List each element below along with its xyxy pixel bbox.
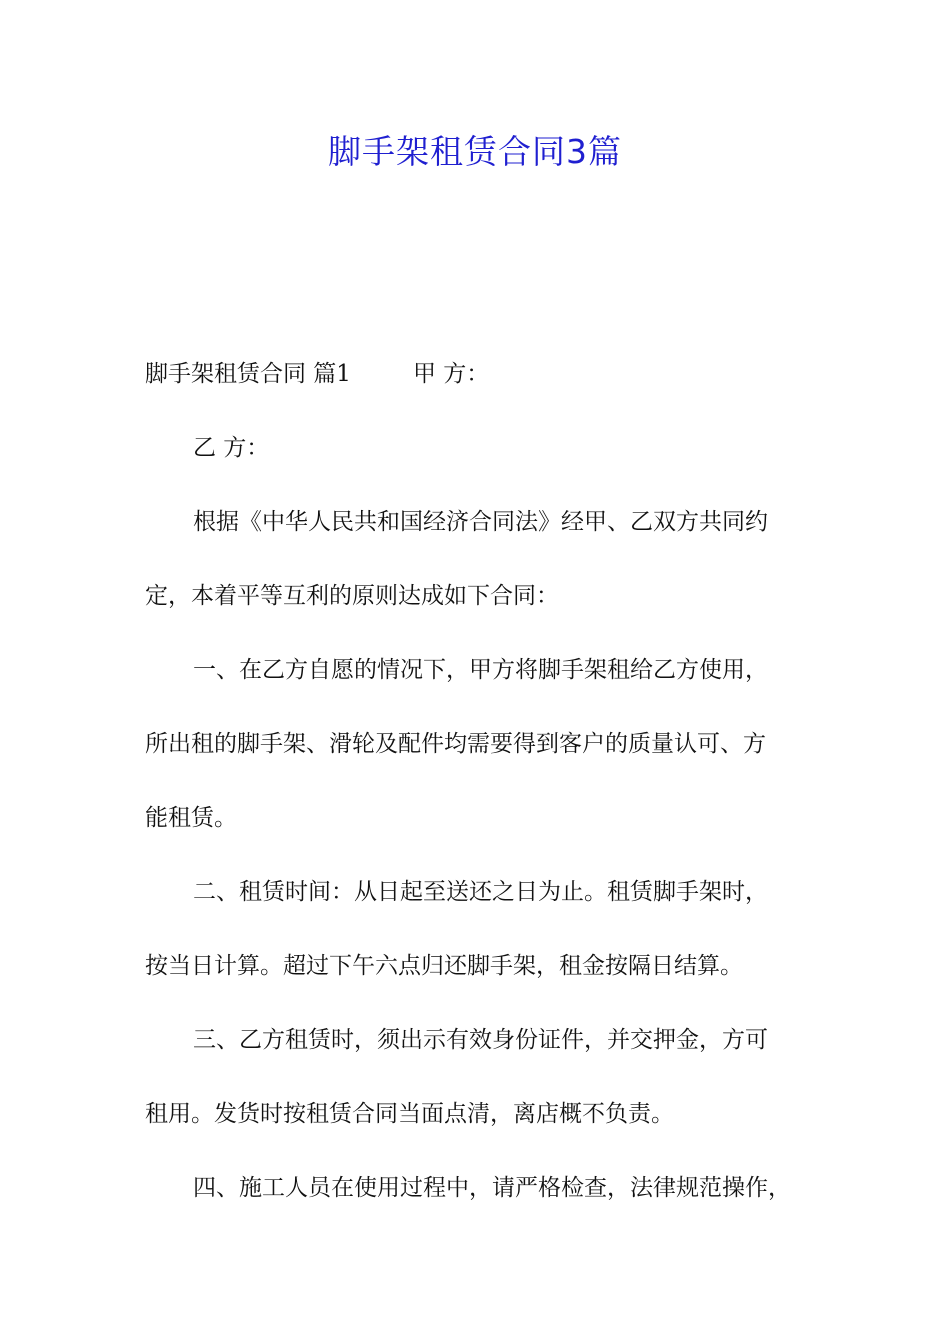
- document-title: 脚手架租赁合同3篇: [328, 132, 622, 171]
- paragraph-line: 四、施工人员在使用过程中，请严格检查，法律规范操作，: [193, 1175, 791, 1201]
- section-label: 脚手架租赁合同 篇1: [145, 361, 351, 387]
- party-a-label: 甲 方：: [412, 361, 490, 387]
- paragraph-line: 根据《中华人民共和国经济合同法》经甲、乙双方共同约: [193, 509, 768, 535]
- paragraph-line: 租用。发货时按租赁合同当面点清，离店概不负责。: [145, 1101, 674, 1127]
- paragraph-line: 所出租的脚手架、滑轮及配件均需要得到客户的质量认可、方: [145, 731, 766, 757]
- section-heading-line: [145, 337, 807, 411]
- paragraph-line: 能租赁。: [145, 805, 237, 831]
- paragraph-line: 三、乙方租赁时，须出示有效身份证件，并交押金，方可: [193, 1027, 768, 1053]
- party-b-line: 乙 方：: [193, 435, 270, 461]
- paragraph-line: 一、在乙方自愿的情况下，甲方将脚手架租给乙方使用，: [193, 657, 768, 683]
- document-body: [145, 337, 807, 1225]
- paragraph-line: 定，本着平等互利的原则达成如下合同：: [145, 583, 559, 609]
- paragraph-line: 按当日计算。超过下午六点归还脚手架，租金按隔日结算。: [145, 953, 743, 979]
- paragraph-line: 二、租赁时间：从日起至送还之日为止。租赁脚手架时，: [193, 879, 768, 905]
